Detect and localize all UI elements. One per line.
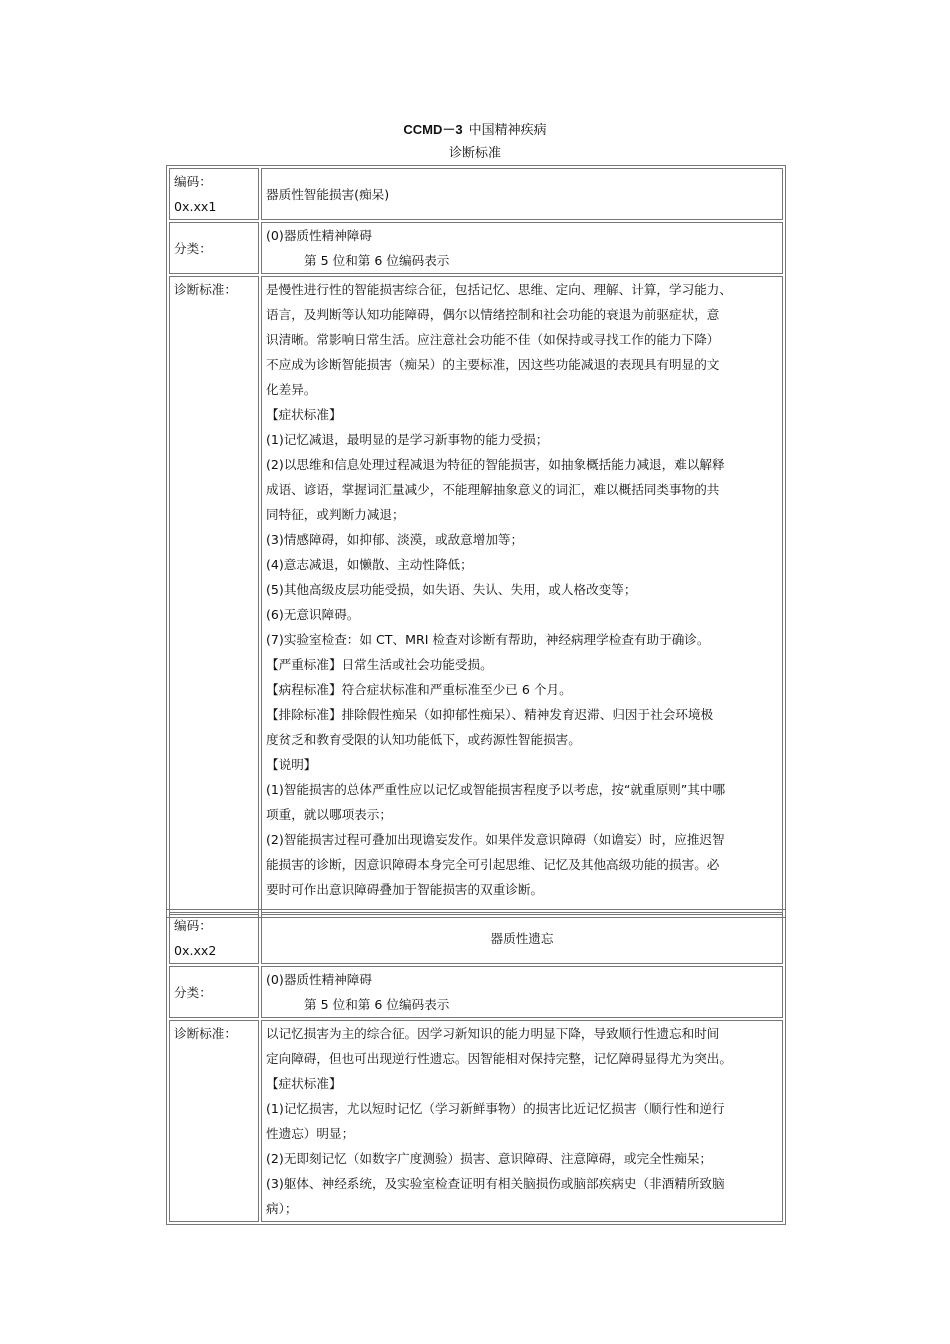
code-label: 编码：0x.xx2 bbox=[169, 912, 259, 964]
disorder-name: 器质性智能损害(痴呆) bbox=[261, 168, 783, 220]
code-label: 编码：0x.xx1 bbox=[169, 168, 259, 220]
criteria-line: (2)智能损害过程可叠加出现谵妄发作。如果伴发意识障碍（如谵妄）时，应推迟智 bbox=[266, 832, 725, 847]
criteria-line: 同特征，或判断力减退； bbox=[266, 507, 405, 522]
criteria-line: (3)情感障碍，如抑郁、淡漠，或敌意增加等； bbox=[266, 532, 524, 547]
criteria-line: (4)意志减退，如懒散、主动性降低； bbox=[266, 557, 473, 572]
criteria-line: (6)无意识障碍。 bbox=[266, 607, 360, 622]
criteria-line: 【排除标准】排除假性痴呆（如抑郁性痴呆）、精神发育迟滞、归因于社会环境极 bbox=[266, 707, 714, 722]
class-label: 分类： bbox=[169, 222, 259, 274]
title-text: 中国精神疾病 bbox=[468, 123, 547, 138]
criteria-line: 度贫乏和教育受限的认知功能低下，或药源性智能损害。 bbox=[266, 732, 581, 747]
document-subtitle: 诊断标准 bbox=[448, 146, 501, 161]
class-row bbox=[169, 222, 783, 274]
criteria-line: 定向障碍，但也可出现逆行性遗忘。因智能相对保持完整，记忆障碍显得尤为突出。 bbox=[266, 1051, 732, 1066]
class-value: (0)器质性精神障碍 bbox=[266, 228, 372, 243]
criteria-line: (1)记忆损害，尤以短时记忆（学习新鲜事物）的损害比近记忆损害（顺行性和逆行 bbox=[266, 1101, 725, 1116]
criteria-line: (2)无即刻记忆（如数字广度测验）损害、意识障碍、注意障碍，或完全性痴呆； bbox=[266, 1151, 713, 1166]
criteria-line: 以记忆损害为主的综合征。因学习新知识的能力明显下降，导致顺行性遗忘和时间 bbox=[266, 1026, 720, 1041]
criteria-cell bbox=[261, 1020, 783, 1222]
criteria-line: 病）； bbox=[266, 1201, 298, 1216]
criteria-line: 成语、谚语，掌握词汇量减少，不能理解抽象意义的词汇，难以概括同类事物的共 bbox=[266, 482, 720, 497]
criteria-line: (7)实验室检查：如 CT、MRI 检查对诊断有帮助，神经病理学检查有助于确诊。 bbox=[266, 632, 710, 647]
class-row bbox=[169, 966, 783, 1018]
class-note: 第 5 位和第 6 位编码表示 bbox=[304, 253, 450, 268]
criteria-line: 要时可作出意识障碍叠加于智能损害的双重诊断。 bbox=[266, 882, 544, 897]
criteria-line: 性遗忘）明显； bbox=[266, 1126, 355, 1141]
class-label: 分类： bbox=[169, 966, 259, 1018]
criteria-line: 【症状标准】 bbox=[266, 407, 342, 422]
criteria-line: (2)以思维和信息处理过程减退为特征的智能损害，如抽象概括能力减退，难以解释 bbox=[266, 457, 725, 472]
class-value: (0)器质性精神障碍 bbox=[266, 972, 372, 987]
criteria-row bbox=[169, 1020, 783, 1222]
criteria-line: 语言，及判断等认知功能障碍，偶尔以情绪控制和社会功能的衰退为前驱症状，意 bbox=[266, 307, 720, 322]
criteria-label: 诊断标准： bbox=[169, 276, 259, 915]
criteria-line: 【严重标准】日常生活或社会功能受损。 bbox=[266, 657, 493, 672]
criteria-line: (1)智能损害的总体严重性应以记忆或智能损害程度予以考虑，按“就重原则”其中哪 bbox=[266, 782, 726, 797]
criteria-line: 【症状标准】 bbox=[266, 1076, 342, 1091]
criteria-line: 是慢性进行性的智能损害综合征，包括记忆、思维、定向、理解、计算，学习能力、 bbox=[266, 282, 732, 297]
class-cell bbox=[261, 966, 783, 1018]
criteria-line: 能损害的诊断，因意识障碍本身完全可引起思维、记忆及其他高级功能的损害。必 bbox=[266, 857, 720, 872]
code-row bbox=[169, 168, 783, 220]
class-cell bbox=[261, 222, 783, 274]
class-note: 第 5 位和第 6 位编码表示 bbox=[304, 997, 450, 1012]
criteria-line: (1)记忆减退，最明显的是学习新事物的能力受损； bbox=[266, 432, 549, 447]
criteria-label: 诊断标准： bbox=[169, 1020, 259, 1222]
disorder-name: 器质性遗忘 bbox=[261, 912, 783, 964]
criteria-line: 不应成为诊断智能损害（痴呆）的主要标准，因这些功能减退的表现具有明显的文 bbox=[266, 357, 720, 372]
criteria-line: 【病程标准】符合症状标准和严重标准至少已 6 个月。 bbox=[266, 682, 572, 697]
code-row bbox=[169, 912, 783, 964]
criteria-line: 识清晰。常影响日常生活。应注意社会功能不佳（如保持或寻找工作的能力下降） bbox=[266, 332, 720, 347]
criteria-cell bbox=[261, 276, 783, 915]
diagnosis-table-2 bbox=[166, 909, 786, 1225]
title-code: CCMD－3 bbox=[403, 122, 463, 137]
criteria-row bbox=[169, 276, 783, 915]
document-title bbox=[0, 122, 950, 139]
criteria-line: (5)其他高级皮层功能受损，如失语、失认、失用，或人格改变等； bbox=[266, 582, 637, 597]
diagnosis-table-1 bbox=[166, 165, 786, 918]
criteria-line: 【说明】 bbox=[266, 757, 317, 772]
criteria-line: 项重，就以哪项表示； bbox=[266, 807, 392, 822]
criteria-line: (3)躯体、神经系统，及实验室检查证明有相关脑损伤或脑部疾病史（非酒精所致脑 bbox=[266, 1176, 725, 1191]
criteria-line: 化差异。 bbox=[266, 382, 317, 397]
